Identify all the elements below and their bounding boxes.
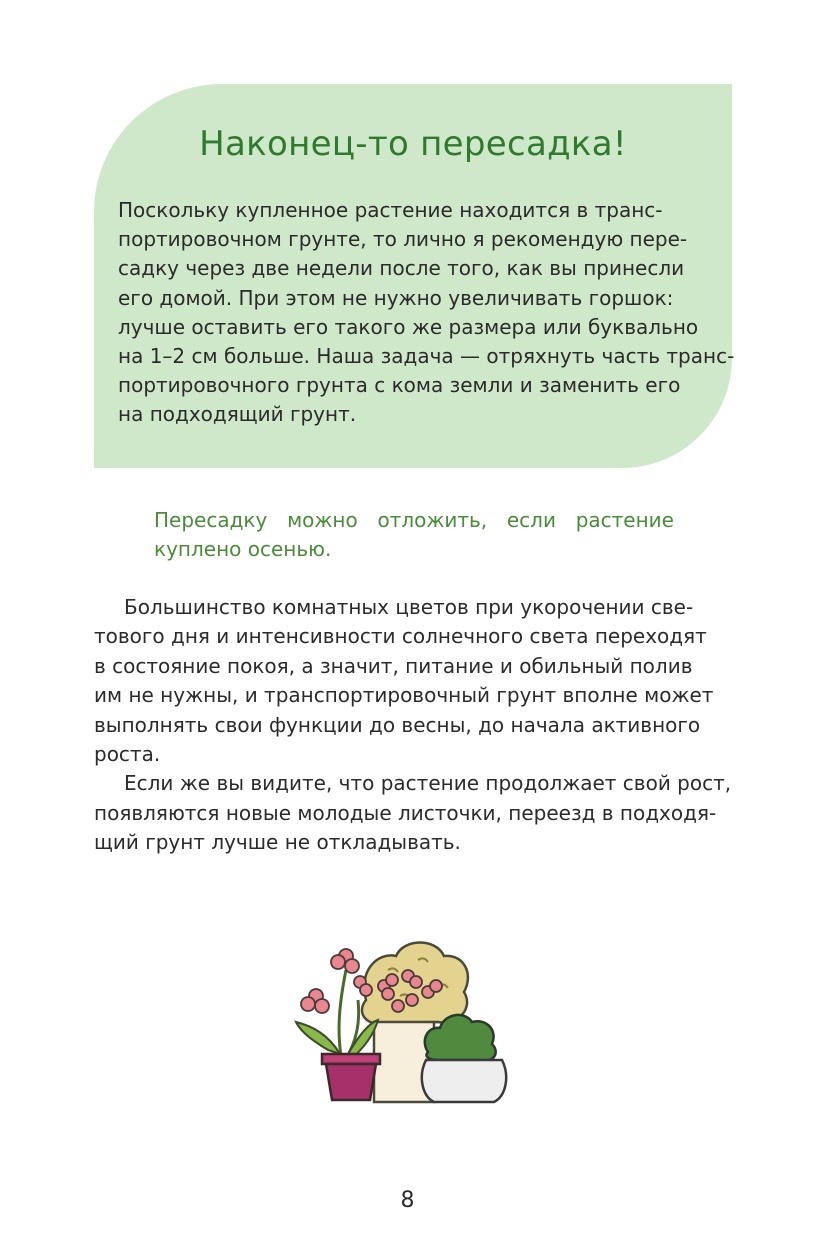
box-line: на 1–2 см больше. Наша задача — отряхнуть часть транс- — [118, 344, 735, 369]
houseplants-illustration — [288, 930, 524, 1110]
body-line: появляются новые молодые листочки, переезд в подходя- — [94, 800, 717, 825]
body-line: роста. — [94, 742, 161, 767]
box-line: портировочного грунта с кома земли и заменить его — [118, 373, 681, 398]
white-pot — [422, 1060, 506, 1102]
box-paragraph — [118, 196, 735, 430]
body-paragraphs — [94, 593, 744, 858]
body-line: им не нужны, и транспортировочный грунт вполне может — [94, 683, 714, 708]
callout-line — [154, 506, 674, 535]
box-line: его домой. При этом не нужно увеличивать горшок: — [118, 285, 674, 310]
box-line: Поскольку купленное растение находится в транс- — [118, 198, 663, 222]
magenta-pot — [322, 1054, 380, 1100]
box-line: портировочном грунте, то лично я рекомендую пере- — [118, 227, 688, 252]
body-line: Большинство комнатных цветов при укорочении све- — [124, 595, 694, 619]
box-line: лучше оставить его такого же размера или буквально — [118, 314, 699, 339]
box-line: садку через две недели после того, как вы принесли — [118, 256, 685, 281]
box-title: Наконец-то пересадка! — [199, 124, 627, 164]
body-line: Если же вы видите, что растение продолжает свой рост, — [124, 771, 732, 796]
callout-word: отложить, — [377, 508, 488, 532]
body-line: в состояние покоя, а значит, питание и обильный полив — [94, 653, 693, 678]
callout-note — [154, 506, 684, 564]
body-line: тового дня и интенсивности солнечного света переходят — [94, 624, 707, 649]
callout-word: если — [506, 508, 556, 532]
callout-line: куплено осенью. — [154, 537, 332, 561]
callout-word: можно — [287, 508, 358, 532]
body-line: щий грунт лучше не откладывать. — [94, 830, 461, 855]
box-line: на подходящий грунт. — [118, 402, 357, 427]
body-line: выполнять свои функции до весны, до начала активного — [94, 712, 701, 737]
callout-word: растение — [575, 508, 674, 532]
callout-word: Пересадку — [154, 508, 268, 532]
page-number: 8 — [400, 1188, 415, 1213]
